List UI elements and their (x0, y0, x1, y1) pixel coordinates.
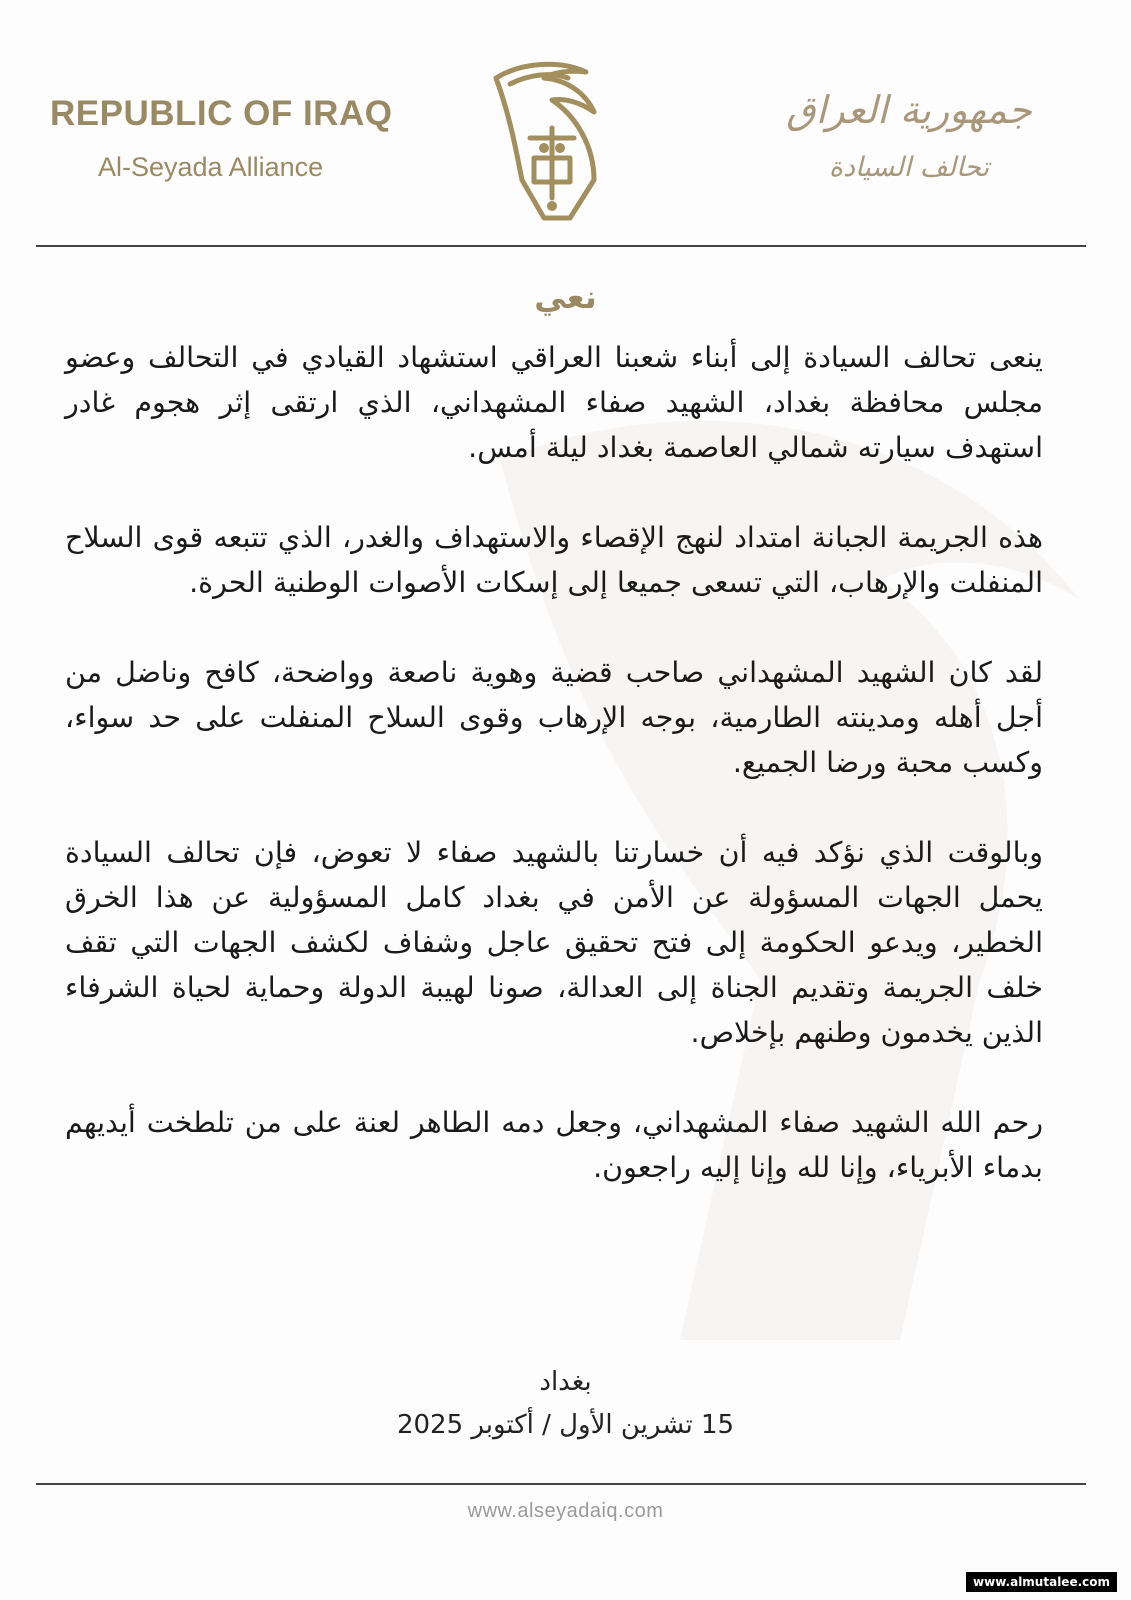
paragraph: لقد كان الشهيد المشهداني صاحب قضية وهوية ناصعة وواضحة، كافح وناضل من أجل أهله ومدينته الطارمية، بوجه الإرهاب وقوى السلاح المنفلت على حد سواء، وكسب محبة ورضا الجميع. (65, 656, 1043, 779)
document-title: نعي (534, 278, 597, 316)
paragraph: رحم الله الشهيد صفاء المشهداني، وجعل دمه الطاهر لعنة على من تلطخت أيديهم بدماء الأبرياء، وإنا لله وإنا إليه راجعون. (65, 1106, 1043, 1184)
website-link[interactable]: www.alseyadaiq.com (467, 1500, 664, 1522)
english-letterhead (50, 92, 410, 184)
header-divider (36, 245, 1086, 247)
statement-body (65, 335, 1043, 1190)
alliance-name-ar: تحالف السيادة (828, 152, 990, 183)
paragraph: ينعى تحالف السيادة إلى أبناء شعبنا العراقي استشهاد القيادي في التحالف وعضو مجلس محافظة بغداد، الشهيد صفاء المشهداني، الذي ارتقى إثر هجوم غادر استهدف سيارته شمالي العاصمة بغداد ليلة أمس. (65, 341, 1043, 464)
alliance-name-en: Al-Seyada Alliance (98, 152, 324, 182)
republic-title-en: REPUBLIC OF IRAQ (50, 94, 393, 133)
source-watermark-tag: www.almutalee.com (966, 1572, 1117, 1592)
signing-date: 15 تشرين الأول / أكتوبر 2025 (396, 1410, 735, 1440)
signing-city: بغداد (539, 1367, 592, 1397)
paragraph: هذه الجريمة الجبانة امتداد لنهج الإقصاء والاستهداف والغدر، الذي تتبعه قوى السلاح المنفلت والإرهاب، التي تسعى جميعا إلى إسكات الأصوات الوطنية الحرة. (65, 521, 1043, 599)
paragraph: وبالوقت الذي نؤكد فيه أن خسارتنا بالشهيد صفاء لا تعوض، فإن تحالف السيادة يحمل الجهات المسؤولة عن الأمن في بغداد كامل المسؤولية عن هذا الخرق الخطير، ويدعو الحكومة إلى فتح تحقيق عاجل وشفاف لكشف الجهات التي تقف خلف الجريمة وتقديم الجناة إلى العدالة، صونا لهيبة الدولة وحماية لحياة الشرفاء الذين يخدمون وطنهم بإخلاص. (65, 836, 1043, 1049)
eagle-emblem-icon (482, 58, 632, 228)
footer-divider (36, 1483, 1086, 1485)
arabic-letterhead (779, 82, 1039, 188)
republic-title-ar: جمهورية العراق (786, 88, 1032, 132)
